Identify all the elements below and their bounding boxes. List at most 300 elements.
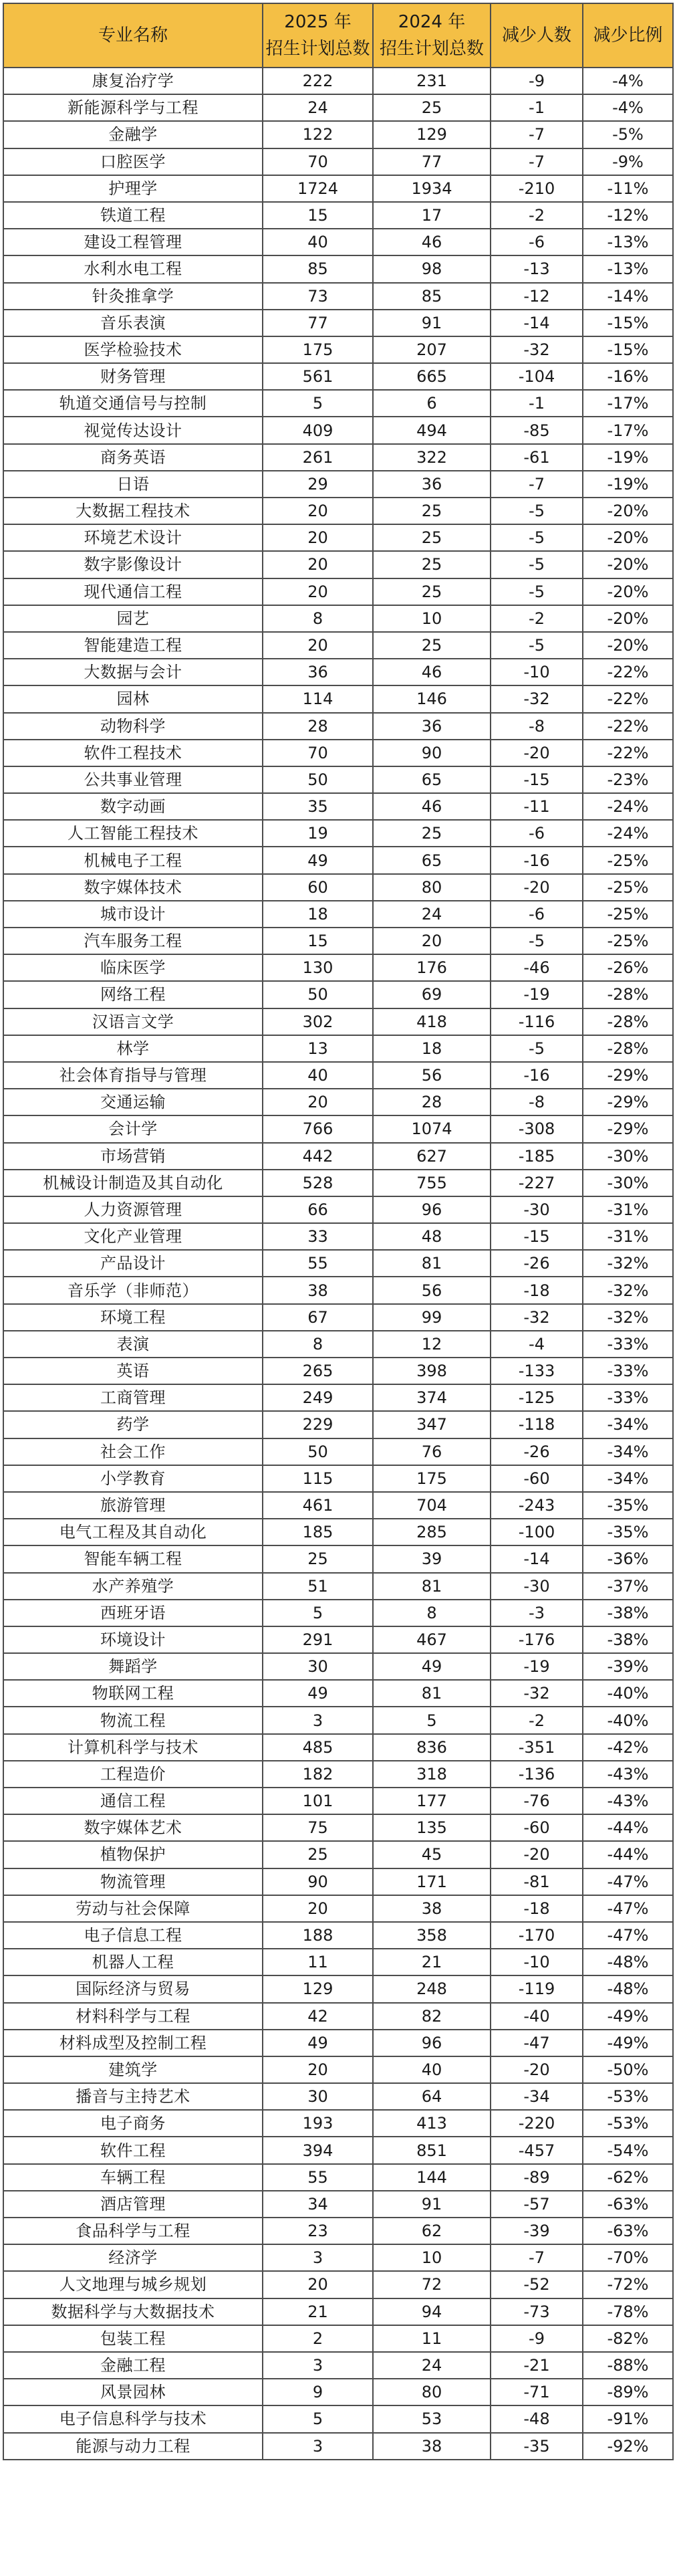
major-name-cell: 金融工程 [3,2352,263,2379]
plan-2024-cell: 77 [373,148,491,175]
ratio-cell: -22% [583,685,673,712]
table-row [3,310,673,336]
decrease-cell: -35 [491,2433,583,2460]
plan-2025-cell: 766 [263,1115,373,1142]
major-name-cell: 经济学 [3,2244,263,2271]
decrease-cell: -20 [491,1841,583,1868]
plan-2025-cell: 40 [263,229,373,255]
table-row [3,1411,673,1438]
plan-2025-cell: 67 [263,1304,373,1331]
plan-2024-cell: 11 [373,2325,491,2352]
table-row [3,1277,673,1303]
plan-2025-cell: 42 [263,2003,373,2030]
decrease-cell: -34 [491,2083,583,2110]
plan-2024-cell: 39 [373,1545,491,1572]
major-name-cell: 数字媒体技术 [3,874,263,901]
major-name-cell: 机器人工程 [3,1949,263,1975]
decrease-cell: -133 [491,1358,583,1384]
major-name-cell: 数字媒体艺术 [3,1814,263,1841]
header-plan-2025 [263,3,373,68]
decrease-cell: -32 [491,1304,583,1331]
table-row [3,1250,673,1277]
ratio-cell: -43% [583,1761,673,1788]
ratio-cell: -23% [583,766,673,793]
ratio-cell: -15% [583,336,673,363]
table-row [3,685,673,712]
table-row [3,2083,673,2110]
table-row [3,847,673,873]
major-name-cell: 劳动与社会保障 [3,1895,263,1922]
major-name-cell: 食品科学与工程 [3,2218,263,2244]
table-row [3,498,673,524]
plan-2025-cell: 20 [263,578,373,605]
plan-2024-cell: 80 [373,2379,491,2405]
table-row [3,1492,673,1519]
table-row [3,1465,673,1492]
major-name-cell: 舞蹈学 [3,1653,263,1680]
header-decrease: 减少人数 [491,3,583,68]
major-name-cell: 大数据工程技术 [3,498,263,524]
plan-2024-cell: 72 [373,2271,491,2298]
plan-2025-cell: 3 [263,2433,373,2460]
table-row [3,2298,673,2325]
plan-2024-cell: 81 [373,1250,491,1277]
plan-2024-cell: 80 [373,874,491,901]
ratio-cell: -9% [583,148,673,175]
ratio-cell: -38% [583,1600,673,1626]
plan-2025-cell: 130 [263,954,373,981]
table-row [3,793,673,820]
plan-2024-cell: 374 [373,1384,491,1411]
ratio-cell: -19% [583,471,673,498]
table-row [3,2352,673,2379]
table-row [3,1089,673,1115]
major-name-cell: 智能车辆工程 [3,1545,263,1572]
table-row [3,1115,673,1142]
plan-2025-cell: 73 [263,283,373,310]
plan-2025-cell: 8 [263,1331,373,1358]
table-row [3,390,673,417]
table-row [3,1035,673,1062]
plan-2024-cell: 25 [373,498,491,524]
major-name-cell: 公共事业管理 [3,766,263,793]
header-plan-2025-label: 招生计划总数 [265,39,370,59]
plan-2025-cell: 21 [263,2298,373,2325]
table-row [3,1519,673,1545]
major-name-cell: 临床医学 [3,954,263,981]
major-name-cell: 汽车服务工程 [3,928,263,954]
table-row [3,2110,673,2137]
decrease-cell: -5 [491,578,583,605]
ratio-cell: -34% [583,1465,673,1492]
major-name-cell: 材料科学与工程 [3,2003,263,2030]
plan-2024-cell: 322 [373,444,491,471]
decrease-cell: -9 [491,2325,583,2352]
major-name-cell: 能源与动力工程 [3,2433,263,2460]
table-row [3,1196,673,1223]
ratio-cell: -5% [583,121,673,148]
ratio-cell: -91% [583,2405,673,2432]
ratio-cell: -32% [583,1304,673,1331]
table-row [3,2056,673,2083]
plan-2025-cell: 70 [263,148,373,175]
plan-2024-cell: 627 [373,1143,491,1170]
decrease-cell: -125 [491,1384,583,1411]
decrease-cell: -85 [491,417,583,443]
plan-2024-cell: 129 [373,121,491,148]
decrease-cell: -13 [491,255,583,282]
plan-2025-cell: 229 [263,1411,373,1438]
plan-2025-cell: 265 [263,1358,373,1384]
major-name-cell: 数字影像设计 [3,551,263,578]
ratio-cell: -31% [583,1223,673,1250]
decrease-cell: -60 [491,1814,583,1841]
plan-2024-cell: 24 [373,901,491,928]
plan-2025-cell: 261 [263,444,373,471]
major-name-cell: 人文地理与城乡规划 [3,2271,263,2298]
plan-2025-cell: 115 [263,1465,373,1492]
plan-2025-cell: 30 [263,2083,373,2110]
decrease-cell: -40 [491,2003,583,2030]
ratio-cell: -37% [583,1573,673,1600]
ratio-cell: -49% [583,2003,673,2030]
plan-2025-cell: 15 [263,202,373,229]
major-name-cell: 通信工程 [3,1788,263,1814]
plan-2024-cell: 418 [373,1008,491,1035]
decrease-cell: -30 [491,1196,583,1223]
ratio-cell: -53% [583,2110,673,2137]
ratio-cell: -62% [583,2164,673,2191]
major-name-cell: 大数据与会计 [3,659,263,685]
major-name-cell: 环境艺术设计 [3,524,263,551]
header-plan-2024-label: 招生计划总数 [379,39,484,59]
plan-2024-cell: 56 [373,1277,491,1303]
ratio-cell: -32% [583,1250,673,1277]
ratio-cell: -44% [583,1814,673,1841]
decrease-cell: -7 [491,2244,583,2271]
header-major: 专业名称 [3,3,263,68]
decrease-cell: -457 [491,2137,583,2163]
major-name-cell: 人工智能工程技术 [3,820,263,847]
decrease-cell: -170 [491,1922,583,1949]
ratio-cell: -29% [583,1089,673,1115]
plan-2025-cell: 40 [263,1062,373,1089]
plan-2025-cell: 442 [263,1143,373,1170]
plan-2025-cell: 485 [263,1734,373,1761]
plan-2025-cell: 3 [263,1707,373,1733]
major-name-cell: 康复治疗学 [3,68,263,94]
major-name-cell: 口腔医学 [3,148,263,175]
decrease-cell: -18 [491,1895,583,1922]
ratio-cell: -36% [583,1545,673,1572]
ratio-cell: -24% [583,793,673,820]
plan-2025-cell: 182 [263,1761,373,1788]
major-name-cell: 水利水电工程 [3,255,263,282]
plan-2024-cell: 36 [373,713,491,740]
plan-2025-cell: 25 [263,1841,373,1868]
major-name-cell: 现代通信工程 [3,578,263,605]
plan-2024-cell: 665 [373,363,491,390]
decrease-cell: -15 [491,1223,583,1250]
plan-2024-cell: 38 [373,1895,491,1922]
plan-2025-cell: 51 [263,1573,373,1600]
major-name-cell: 铁道工程 [3,202,263,229]
ratio-cell: -29% [583,1115,673,1142]
major-name-cell: 视觉传达设计 [3,417,263,443]
plan-2024-cell: 56 [373,1062,491,1089]
decrease-cell: -5 [491,551,583,578]
ratio-cell: -40% [583,1707,673,1733]
ratio-cell: -25% [583,928,673,954]
table-row [3,1304,673,1331]
major-name-cell: 环境工程 [3,1304,263,1331]
table-row [3,1868,673,1895]
major-name-cell: 音乐学（非师范） [3,1277,263,1303]
ratio-cell: -49% [583,2030,673,2056]
decrease-cell: -26 [491,1250,583,1277]
major-name-cell: 人力资源管理 [3,1196,263,1223]
decrease-cell: -8 [491,713,583,740]
decrease-cell: -14 [491,310,583,336]
ratio-cell: -63% [583,2191,673,2218]
plan-2024-cell: 45 [373,1841,491,1868]
table-row [3,1170,673,1196]
plan-2025-cell: 193 [263,2110,373,2137]
decrease-cell: -100 [491,1519,583,1545]
decrease-cell: -19 [491,1653,583,1680]
ratio-cell: -82% [583,2325,673,2352]
decrease-cell: -5 [491,498,583,524]
table-row [3,820,673,847]
major-name-cell: 水产养殖学 [3,1573,263,1600]
plan-2025-cell: 20 [263,1895,373,1922]
major-name-cell: 园艺 [3,605,263,632]
plan-2024-cell: 25 [373,632,491,659]
table-row [3,283,673,310]
decrease-cell: -76 [491,1788,583,1814]
major-name-cell: 交通运输 [3,1089,263,1115]
major-name-cell: 社会体育指导与管理 [3,1062,263,1089]
decrease-cell: -12 [491,283,583,310]
plan-2025-cell: 5 [263,1600,373,1626]
plan-2024-cell: 65 [373,847,491,873]
plan-2024-cell: 94 [373,2298,491,2325]
ratio-cell: -17% [583,390,673,417]
major-name-cell: 智能建造工程 [3,632,263,659]
ratio-cell: -25% [583,874,673,901]
decrease-cell: -57 [491,2191,583,2218]
major-name-cell: 动物科学 [3,713,263,740]
ratio-cell: -92% [583,2433,673,2460]
decrease-cell: -60 [491,1465,583,1492]
ratio-cell: -78% [583,2298,673,2325]
major-name-cell: 包装工程 [3,2325,263,2352]
plan-2024-cell: 28 [373,1089,491,1115]
table-row [3,766,673,793]
table-row [3,148,673,175]
ratio-cell: -38% [583,1626,673,1653]
ratio-cell: -48% [583,1975,673,2002]
plan-2024-cell: 135 [373,1814,491,1841]
plan-2024-cell: 207 [373,336,491,363]
plan-2024-cell: 5 [373,1707,491,1733]
plan-2025-cell: 36 [263,659,373,685]
major-name-cell: 新能源科学与工程 [3,94,263,121]
plan-2024-cell: 231 [373,68,491,94]
ratio-cell: -26% [583,954,673,981]
plan-2025-cell: 33 [263,1223,373,1250]
table-row [3,336,673,363]
plan-2025-cell: 8 [263,605,373,632]
major-name-cell: 工程造价 [3,1761,263,1788]
major-name-cell: 建筑学 [3,2056,263,2083]
table-row [3,2218,673,2244]
table-body [3,68,673,2460]
plan-2025-cell: 3 [263,2352,373,2379]
plan-2025-cell: 70 [263,740,373,766]
plan-2024-cell: 176 [373,954,491,981]
decrease-cell: -20 [491,2056,583,2083]
major-name-cell: 车辆工程 [3,2164,263,2191]
plan-2025-cell: 49 [263,2030,373,2056]
ratio-cell: -33% [583,1358,673,1384]
table-row [3,1062,673,1089]
major-name-cell: 轨道交通信号与控制 [3,390,263,417]
plan-2024-cell: 65 [373,766,491,793]
plan-2025-cell: 49 [263,1680,373,1707]
decrease-cell: -5 [491,928,583,954]
ratio-cell: -31% [583,1196,673,1223]
major-name-cell: 药学 [3,1411,263,1438]
decrease-cell: -32 [491,1680,583,1707]
decrease-cell: -210 [491,175,583,202]
decrease-cell: -2 [491,1707,583,1733]
decrease-cell: -10 [491,659,583,685]
plan-2024-cell: 91 [373,2191,491,2218]
decrease-cell: -52 [491,2271,583,2298]
major-name-cell: 社会工作 [3,1438,263,1465]
plan-2024-cell: 40 [373,2056,491,2083]
ratio-cell: -20% [583,578,673,605]
enrollment-table [3,3,674,2460]
major-name-cell: 日语 [3,471,263,498]
table-row [3,1788,673,1814]
table-row [3,1626,673,1653]
plan-2025-cell: 77 [263,310,373,336]
plan-2024-cell: 53 [373,2405,491,2432]
decrease-cell: -81 [491,1868,583,1895]
ratio-cell: -88% [583,2352,673,2379]
plan-2024-cell: 46 [373,659,491,685]
plan-2025-cell: 23 [263,2218,373,2244]
plan-2025-cell: 13 [263,1035,373,1062]
plan-2024-cell: 171 [373,1868,491,1895]
header-plan-2025-year: 2025 年 [284,12,352,32]
major-name-cell: 医学检验技术 [3,336,263,363]
major-name-cell: 播音与主持艺术 [3,2083,263,2110]
ratio-cell: -25% [583,901,673,928]
decrease-cell: -19 [491,981,583,1008]
ratio-cell: -29% [583,1062,673,1089]
decrease-cell: -39 [491,2218,583,2244]
plan-2024-cell: 1074 [373,1115,491,1142]
plan-2024-cell: 467 [373,1626,491,1653]
table-row [3,1895,673,1922]
plan-2024-cell: 99 [373,1304,491,1331]
decrease-cell: -16 [491,1062,583,1089]
table-row [3,229,673,255]
plan-2025-cell: 38 [263,1277,373,1303]
plan-2024-cell: 175 [373,1465,491,1492]
plan-2024-cell: 25 [373,820,491,847]
table-row [3,2325,673,2352]
header-row [3,3,673,68]
plan-2024-cell: 146 [373,685,491,712]
plan-2025-cell: 20 [263,2271,373,2298]
plan-2024-cell: 69 [373,981,491,1008]
table-row [3,1573,673,1600]
ratio-cell: -30% [583,1170,673,1196]
decrease-cell: -185 [491,1143,583,1170]
plan-2025-cell: 394 [263,2137,373,2163]
plan-2025-cell: 461 [263,1492,373,1519]
plan-2025-cell: 3 [263,2244,373,2271]
plan-2025-cell: 528 [263,1170,373,1196]
plan-2024-cell: 851 [373,2137,491,2163]
plan-2025-cell: 302 [263,1008,373,1035]
ratio-cell: -20% [583,524,673,551]
plan-2024-cell: 18 [373,1035,491,1062]
decrease-cell: -3 [491,1600,583,1626]
major-name-cell: 旅游管理 [3,1492,263,1519]
ratio-cell: -12% [583,202,673,229]
major-name-cell: 西班牙语 [3,1600,263,1626]
ratio-cell: -47% [583,1895,673,1922]
decrease-cell: -176 [491,1626,583,1653]
major-name-cell: 软件工程技术 [3,740,263,766]
decrease-cell: -6 [491,229,583,255]
plan-2024-cell: 21 [373,1949,491,1975]
plan-2024-cell: 10 [373,2244,491,2271]
major-name-cell: 城市设计 [3,901,263,928]
table-row [3,121,673,148]
plan-2025-cell: 2 [263,2325,373,2352]
table-row [3,1841,673,1868]
major-name-cell: 风景园林 [3,2379,263,2405]
plan-2024-cell: 1934 [373,175,491,202]
decrease-cell: -26 [491,1438,583,1465]
decrease-cell: -351 [491,1734,583,1761]
plan-2025-cell: 24 [263,94,373,121]
major-name-cell: 网络工程 [3,981,263,1008]
plan-2024-cell: 398 [373,1358,491,1384]
ratio-cell: -22% [583,740,673,766]
major-name-cell: 数字动画 [3,793,263,820]
major-name-cell: 国际经济与贸易 [3,1975,263,2002]
plan-2024-cell: 25 [373,524,491,551]
table-row [3,605,673,632]
ratio-cell: -47% [583,1868,673,1895]
plan-2024-cell: 10 [373,605,491,632]
major-name-cell: 文化产业管理 [3,1223,263,1250]
ratio-cell: -14% [583,283,673,310]
decrease-cell: -20 [491,874,583,901]
decrease-cell: -104 [491,363,583,390]
table-row [3,2433,673,2460]
major-name-cell: 针灸推拿学 [3,283,263,310]
major-name-cell: 电气工程及其自动化 [3,1519,263,1545]
major-name-cell: 财务管理 [3,363,263,390]
